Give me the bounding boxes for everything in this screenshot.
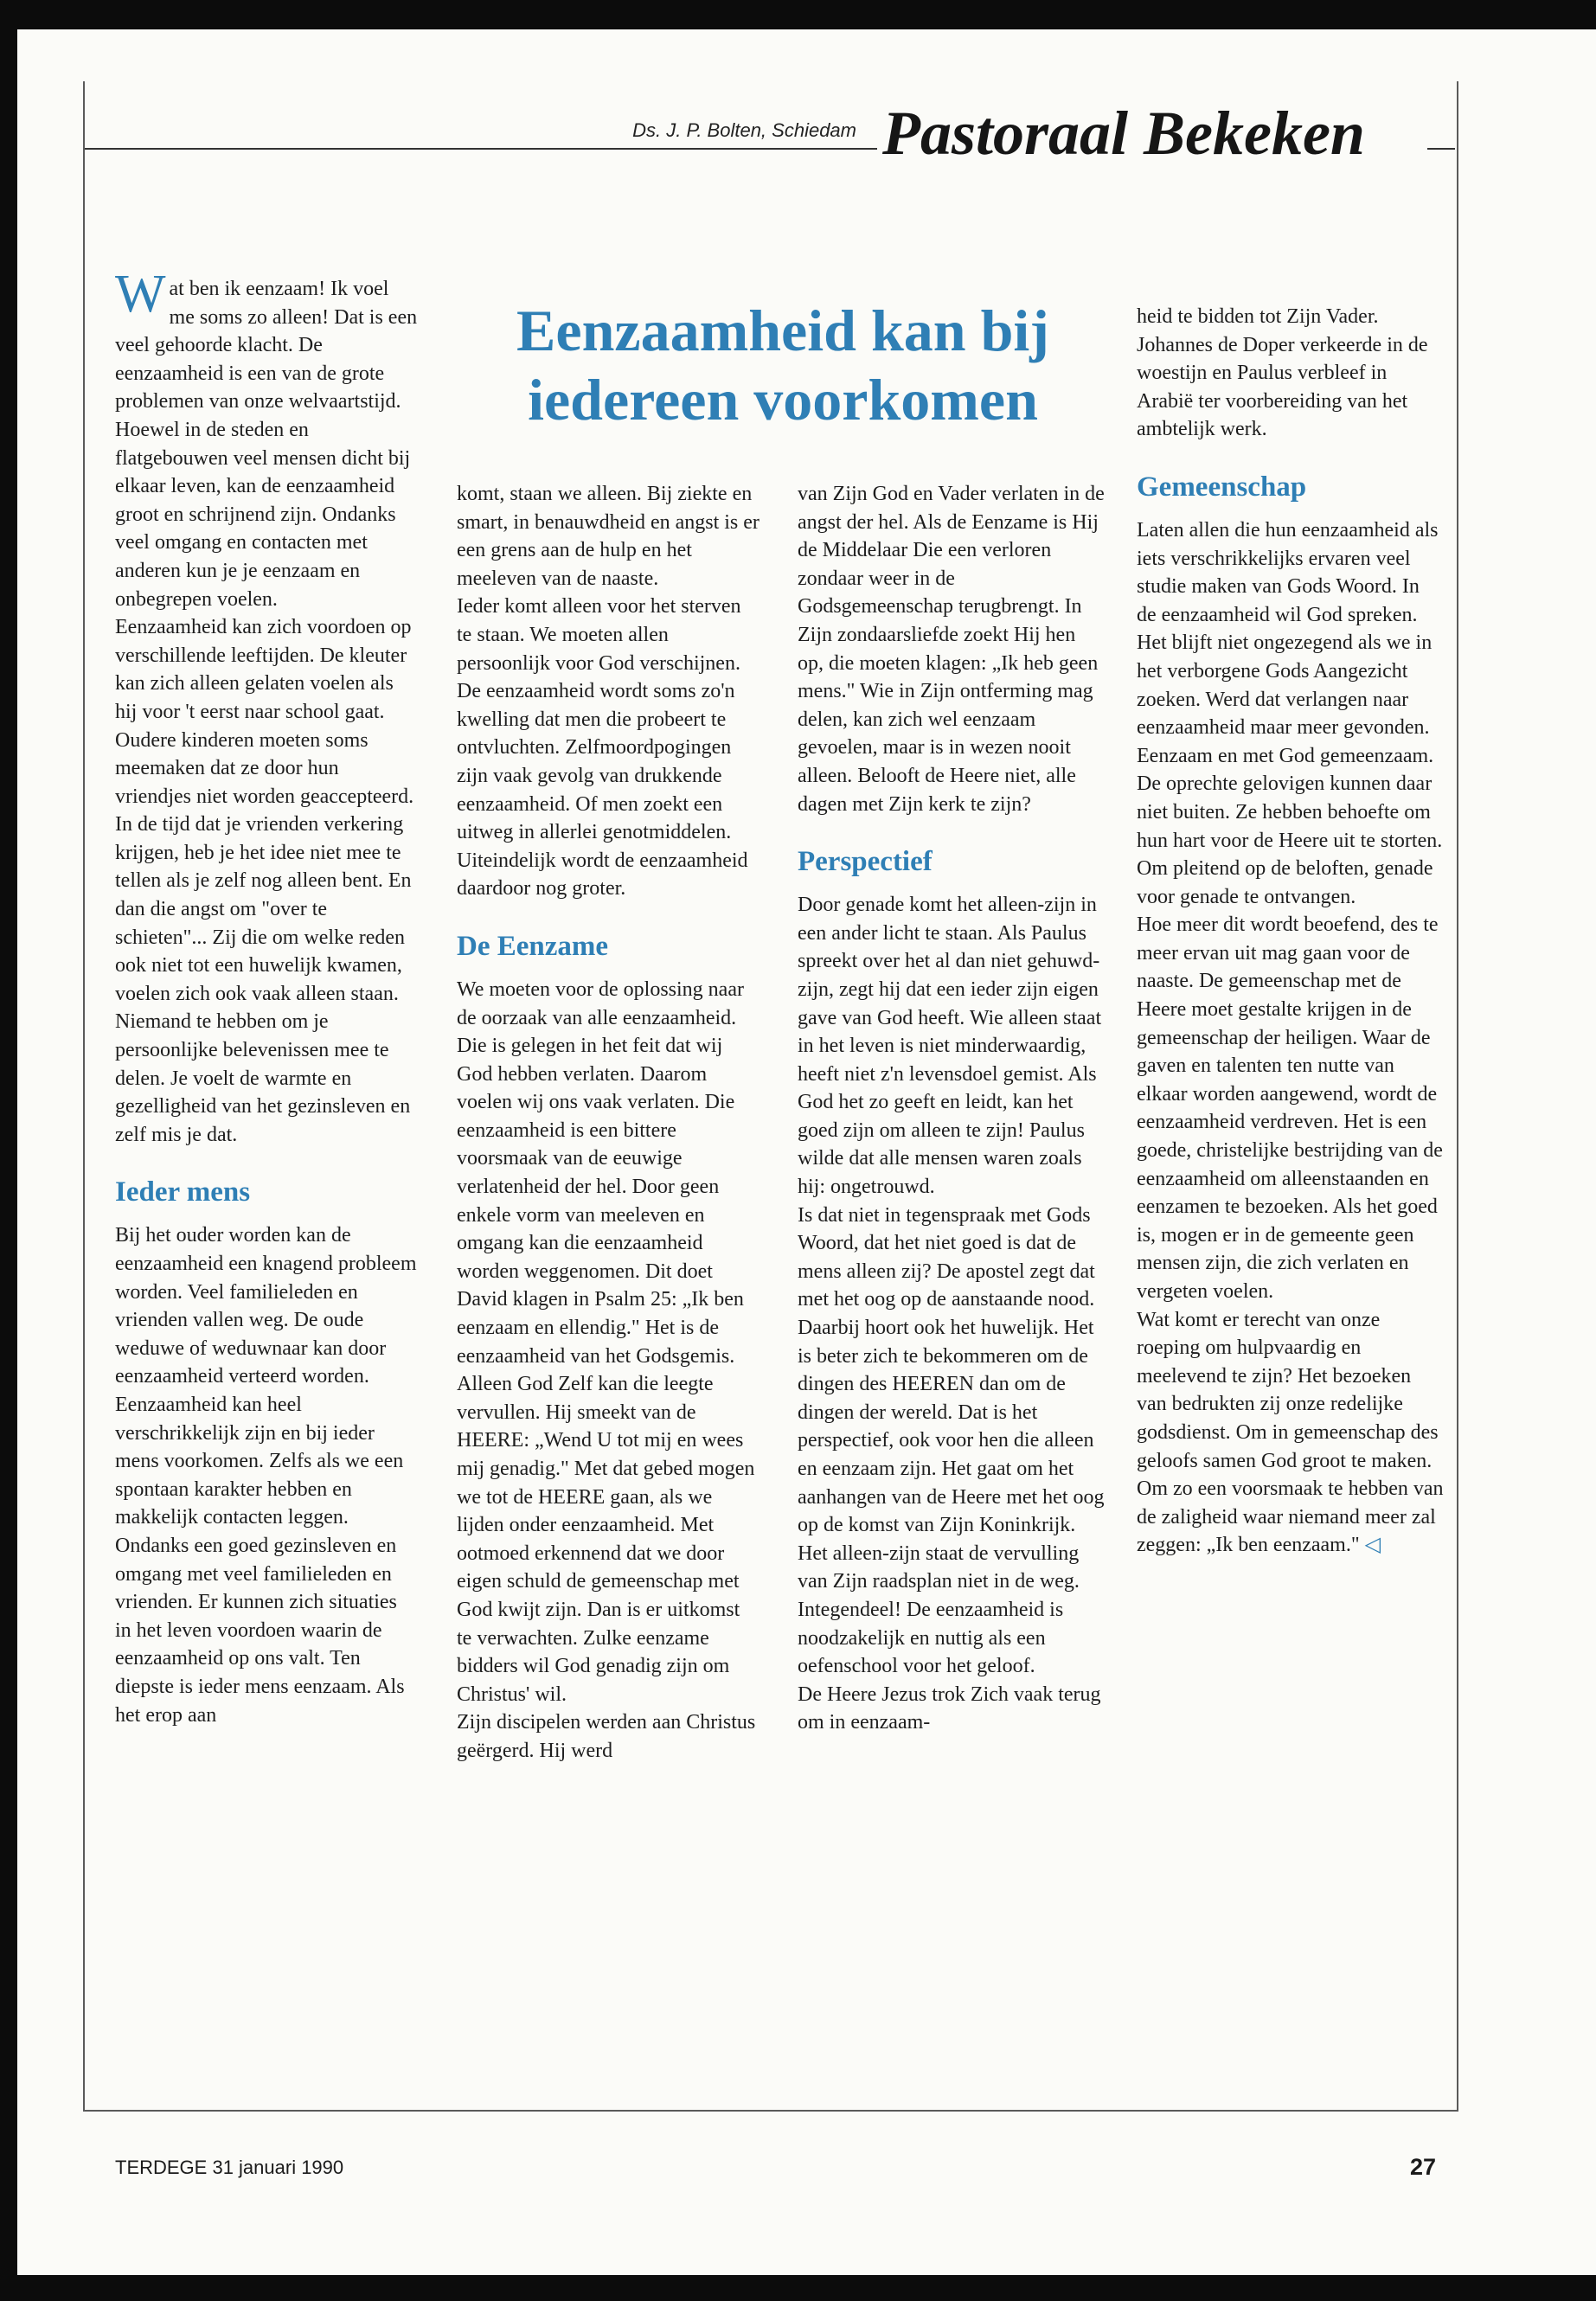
paragraph: van Zijn God en Vader verlaten in de angst der hel. Als de Eenzame is Hij de Middelaar Die een verloren zondaar weer in de Godsgemeenschap terugbrengt. In Zijn zondaarsliefde zoekt Hij hen op, die moeten klagen: „Ik heb geen mens." Wie in Zijn ontferming mag delen, kan zich wel eenzaam gevoelen, maar is in wezen nooit alleen. Belooft de Heere niet, alle dagen met Zijn kerk te zijn? xyxy=(798,483,1105,816)
section-title: Pastoraal Bekeken xyxy=(882,99,1365,168)
paragraph: We moeten voor de oplossing naar de oorzaak van alle eenzaamheid. Die is gelegen in het feit dat wij God hebben verlaten. Daarom voelen wij ons vaak verlaten. Die eenzaamheid is een bittere voorsmaak van de eeuwige verlatenheid der hel. Door geen enkele vorm van meeleven en omgang kan die eenzaamheid worden weggenomen. Dit doet David klagen in Psalm 25: „Ik ben eenzaam en ellendig." Het is de eenzaamheid van het Godsgemis. xyxy=(457,977,744,1368)
author-byline: Ds. J. P. Bolten, Schiedam xyxy=(632,119,856,141)
paragraph: Bij het ouder worden kan de eenzaamheid een knagend probleem worden. Veel familieleden en vrienden vallen weg. De oude weduwe of weduwnaar kan door eenzaamheid verteerd worden. xyxy=(115,1224,417,1388)
paragraph: Eenzaamheid kan zich voordoen op verschillende leeftijden. De kleuter kan zich alleen gelaten voelen als hij voor 't eerst naar school gaat. Oudere kinderen moeten soms meemaken dat ze door hun vriendjes niet worden geaccepteerd. In de tijd dat je vrienden verkering krijgen, heb je het idee niet mee te tellen als je zelf nog alleen bent. En dan die angst om "over te schieten"... Zij die om welke reden ook niet tot een huwelijk kwamen, voelen zich ook vaak alleen staan. Niemand te hebben om je persoonlijke belevenissen mee te delen. Je voelt de warmte en gezelligheid van het gezinsleven en zelf mis je dat. xyxy=(115,616,414,1146)
paragraph: De Heere Jezus trok Zich vaak terug om in eenzaam- xyxy=(798,1682,1101,1734)
paragraph: Hoe meer dit wordt beoefend, des te meer ervan uit mag gaan voor de naaste. De gemeenschap met de Heere moet gestalte krijgen in de gemeenschap der heiligen. Waar de gaven en talenten ten nutte van elkaar worden aangewend, wordt de eenzaamheid verdreven. Het is een goede, christelijke bestrijding van de eenzaamheid om alleenstaanden en eenzamen te bezoeken. Als het goed is, mogen er in de gemeente geen mensen zijn, die zich verlaten en vergeten voelen. xyxy=(1137,913,1443,1303)
column-1 xyxy=(115,265,418,1729)
header-rule xyxy=(85,148,877,150)
headline-line-1: Eenzaamheid kan bij xyxy=(516,298,1049,363)
column-2 xyxy=(457,480,760,1766)
column-3 xyxy=(798,480,1105,1737)
subheading-perspectief: Perspectief xyxy=(798,846,933,878)
scan-border-top xyxy=(0,0,1596,29)
headline-line-2: iedereen voorkomen xyxy=(528,367,1038,433)
paragraph: komt, staan we alleen. Bij ziekte en smart, in benauwdheid en angst is er een grens aan de hulp en het meeleven van de naaste. xyxy=(457,483,760,590)
column-4 xyxy=(1137,303,1444,1560)
subheading-ieder-mens: Ieder mens xyxy=(115,1176,251,1208)
paragraph: Door genade komt het alleen-zijn in een ander licht te staan. Als Paulus spreekt over het al dan niet gehuwd-zijn, zegt hij dat een ieder zijn eigen gave van God heeft. Wie alleen staat in het leven is niet minderwaardig, heeft niet z'n levensdoel gemist. Als God het zo geeft en leidt, kan het goed zijn om alleen te zijn! Paulus wilde dat alle mensen waren zoals hij: ongetrouwd. xyxy=(798,894,1102,1199)
end-mark-icon: ◁ xyxy=(1364,1534,1381,1557)
paragraph: Laten allen die hun eenzaamheid als iets verschrikkelijks ervaren veel studie maken van Gods Woord. In de eenzaamheid wil God spreken. Het blijft niet ongezegend als we in het verborgene Gods Aangezicht zoeken. Werd dat verlangen naar eenzaamheid maar meer gevonden. Eenzaam en met God gemeenzaam. De oprechte gelovigen kunnen daar niet buiten. Ze hebben behoefte om hun hart voor de Heere uit te storten. Om pleitend op de beloften, genade voor genade te ontvangen. xyxy=(1137,518,1443,908)
paragraph: Wat komt er terecht van onze roeping om hulpvaardig en meelevend te zijn? Het bezoeken van bedrukten zij onze redelijke godsdienst. Om in gemeenschap des geloofs samen God groot te maken. Om zo een voorsmaak te hebben van de zaligheid waar niemand meer zal zeggen: „Ik ben eenzaam." ◁ xyxy=(1137,1308,1444,1557)
paragraph: Ieder komt alleen voor het sterven te staan. We moeten allen persoonlijk voor God verschijnen. De eenzaamheid wordt soms zo'n kwelling dat men die probeert te ontvluchten. Zelfmoordpogingen zijn vaak gevolg van drukkende eenzaamheid. Of men zoekt een uitweg in allerlei genotmiddelen. Uiteindelijk wordt de eenzaamheid daardoor nog groter. xyxy=(457,595,748,901)
paragraph: Zijn discipelen werden aan Christus geërgerd. Hij werd xyxy=(457,1711,756,1762)
paragraph: Eenzaamheid kan heel verschrikkelijk zijn en bij ieder mens voorkomen. Zelfs als we een spontaan karakter hebben en makkelijk contacten leggen. Ondanks een goed gezinsleven en omgang met veel familieleden en vrienden. Er kunnen zich situaties in het leven voordoen waarin de eenzaamheid op ons valt. Ten diepste is ieder mens eenzaam. Als het erop aan xyxy=(115,1393,405,1727)
scan-border-left xyxy=(0,0,17,2301)
drop-cap: W xyxy=(115,265,166,324)
paragraph: heid te bidden tot Zijn Vader. Johannes de Doper verkeerde in de woestijn en Paulus verbleef in Arabië ter voorbereiding van het ambtelijk werk. xyxy=(1137,305,1428,441)
subheading-de-eenzame: De Eenzame xyxy=(457,930,609,962)
article-headline xyxy=(450,296,1116,434)
scan-border-bottom xyxy=(0,2275,1596,2301)
paragraph: Is dat niet in tegenspraak met Gods Woord, dat het niet goed is dat de mens alleen zij? De apostel zegt dat met het oog op de aanstaande nood. Daarbij hoort ook het huwelijk. Het is beter zich te bekommeren om de dingen des HEEREN dan om de dingen der wereld. Dat is het perspectief, ook voor hen die alleen en eenzaam zijn. Het gaat om het aanhangen van de Heere met het oog op de komst van Zijn Koninkrijk. Het alleen-zijn staat de vervulling van Zijn raadsplan niet in de weg. Integendeel! De eenzaamheid is noodzakelijk en nuttig als een oefenschool voor het geloof. xyxy=(798,1203,1105,1678)
page-number: 27 xyxy=(1409,2154,1436,2180)
subheading-gemeenschap: Gemeenschap xyxy=(1137,471,1307,503)
issue-info: TERDEGE 31 januari 1990 xyxy=(115,2157,344,2178)
intro-paragraph: Wat ben ik eenzaam! Ik voel me soms zo alleen! Dat is een veel gehoorde klacht. De eenzaamheid is een van de grote problemen van onze welvaartstijd. Hoewel in de steden en flatgebouwen veel mensen dicht bij elkaar leven, kan de eenzaamheid groot en schrijnend zijn. Ondanks veel omgang en contacten met anderen kun je je eenzaam en onbegrepen voelen. xyxy=(115,265,418,611)
paragraph: Alleen God Zelf kan die leegte vervullen. Hij smeekt van de HEERE: „Wend U tot mij en wees mij genadig." Met dat gebed mogen we tot de HEERE gaan, als we lijden onder eenzaamheid. Met ootmoed erkennend dat we door eigen schuld de gemeenschap met God kwijt zijn. Dan is er uitkomst te verwachten. Zulke eenzame bidders wil God genadig zijn om Christus' wil. xyxy=(457,1373,755,1706)
